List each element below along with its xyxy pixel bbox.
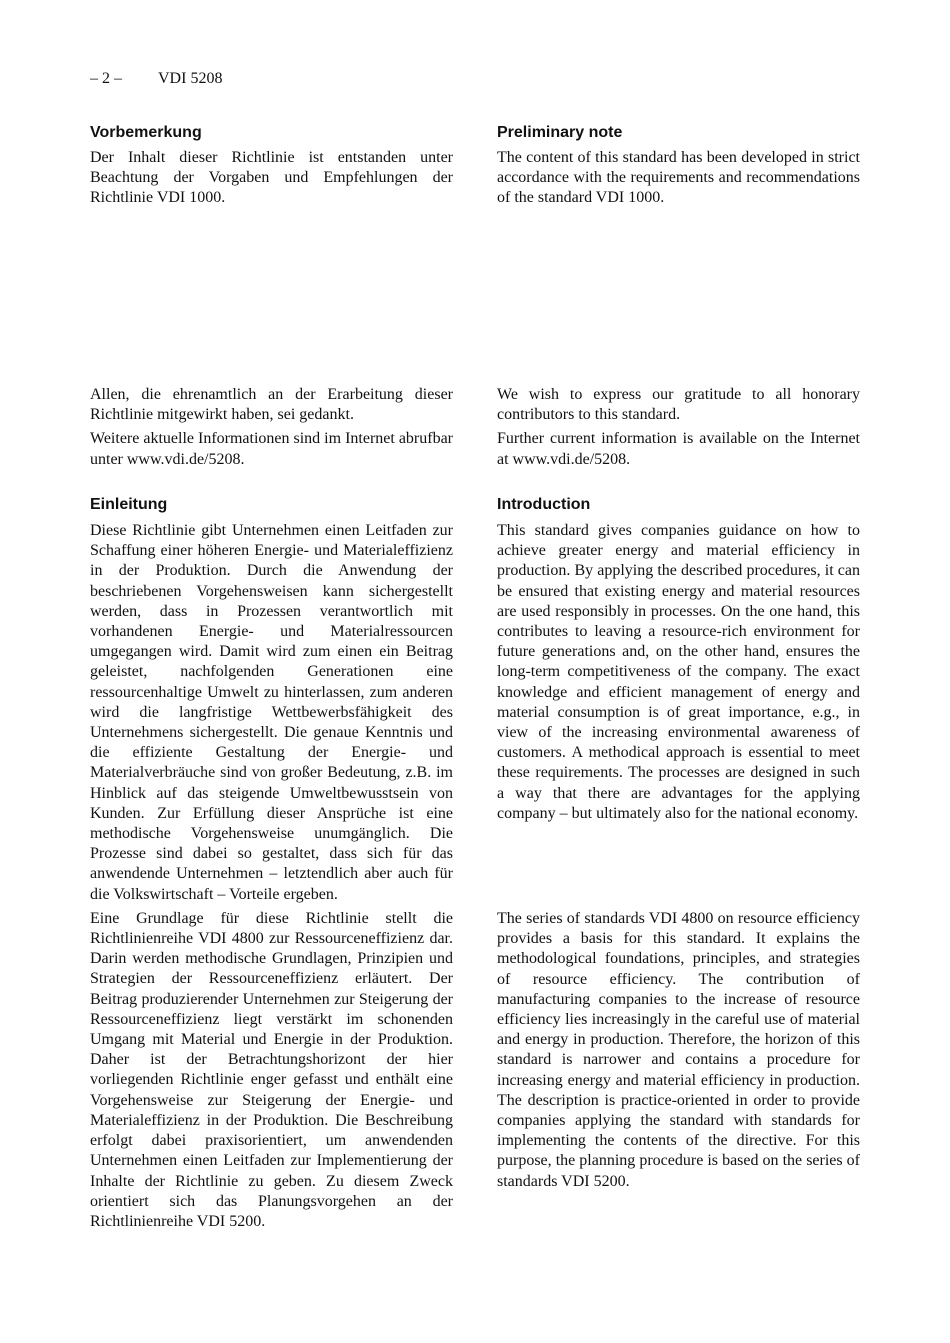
info-text-en: Further current information is available on the Internet at www.vdi.de/5208.	[497, 430, 860, 468]
introduction-paragraph-2: The series of standards VDI 4800 on resource efficiency provides a basis for this standard. It explains the methodological foundations, principles, and strategies of resource efficiency. The contribution of manufacturing companies to the increase of resource efficiency lies increasingly in the careful use of material and energy in production. Therefore, the horizon of this standard is narrower and contains a procedure for increasing energy and material efficiency in production. The description is practice-oriented in order to provide companies applying the standard with standards for implementing the contents of the directive. For this purpose, the planning procedure is based on the series of standards VDI 5200.	[497, 910, 860, 1190]
thanks-section-de	[90, 385, 453, 470]
introduction-heading: Introduction	[497, 496, 591, 513]
page-header	[90, 69, 222, 89]
thanks-text-en: We wish to express our gratitude to all honorary contributors to this standard.	[497, 386, 860, 424]
thanks-text-de: Allen, die ehrenamtlich an der Erarbeitung dieser Richtlinie mitgewirkt haben, sei gedankt.	[90, 386, 453, 424]
preliminary-heading: Preliminary note	[497, 124, 623, 141]
introduction-section	[497, 495, 860, 824]
page-number: – 2 –	[90, 70, 122, 87]
einleitung-paragraph-1: Diese Richtlinie gibt Unternehmen einen Leitfaden zur Schaffung einer höheren Energie- und Materialeffizienz in der Produktion. Durch die Anwendung der beschriebenen Vorgehensweisen kann sichergestellt werden, dass in Prozessen verantwortlich mit vorhandenen Energie- und Materialressourcen umgegangen wird. Damit wird zum einen ein Beitrag geleistet, nachfolgenden Generationen eine ressourcenhaltige Umwelt zu hinterlassen, zum anderen wird die langfristige Wettbewerbsfähigkeit des Unternehmens sichergestellt. Die genaue Kenntnis und die effiziente Gestaltung der Energie- und Materialverbräuche sind von großer Bedeutung, z.B. im Hinblick auf das steigende Umweltbewusstsein von Kunden. Zur Erfüllung dieser Ansprüche ist eine methodische Vorgehensweise unumgänglich. Die Prozesse sind dabei so gestaltet, dass sich für das anwendende Unternehmen – letztendlich aber auch für die Volkswirtschaft – Vorteile ergeben.	[90, 522, 453, 903]
einleitung-heading: Einleitung	[90, 496, 168, 513]
document-id: VDI 5208	[158, 70, 223, 87]
einleitung-paragraph-2: Eine Grundlage für diese Richtlinie stellt die Richtlinienreihe VDI 4800 zur Ressourceneffizienz dar. Darin werden methodische Grundlagen, Prinzipien und Strategien der Ressourceneffizienz erläutert. Der Beitrag produzierender Unternehmen zur Steigerung der Ressourceneffizienz liegt verstärkt im schonenden Umgang mit Material und Energie in der Produktion. Daher ist der Betrachtungshorizont der hier vorliegenden Richtlinie enger gefasst und enthält eine Vorgehensweise zur Steigerung der Energie- und Materialeffizienz in der Produktion. Die Beschreibung erfolgt dabei praxisorientiert, um anwendenden Unternehmen einen Leitfaden zur Implementierung der Inhalte der Richtlinie zu geben. Zu diesem Zweck orientiert sich das Planungsvorgehen an der Richtlinienreihe VDI 5200.	[90, 909, 453, 1230]
thanks-section-en	[497, 385, 860, 470]
preliminary-section	[497, 123, 860, 209]
vorbemerkung-text: Der Inhalt dieser Richtlinie ist entstanden unter Beachtung der Vorgaben und Empfehlungen der Richtlinie VDI 1000.	[90, 149, 453, 207]
einleitung-section	[90, 495, 453, 1232]
info-text-de: Weitere aktuelle Informationen sind im Internet abrufbar unter www.vdi.de/5208.	[90, 430, 454, 468]
introduction-section-2	[497, 909, 860, 1192]
vorbemerkung-heading: Vorbemerkung	[90, 124, 202, 141]
preliminary-text: The content of this standard has been developed in strict accordance with the requirements and recommendations of the standard VDI 1000.	[497, 149, 860, 207]
vorbemerkung-section	[90, 123, 453, 209]
introduction-paragraph-1: This standard gives companies guidance on how to achieve greater energy and material efficiency in production. By applying the described procedures, it can be ensured that existing energy and material resources are used responsibly in processes. On the one hand, this contributes to leaving a resource-rich environment for future generations and, on the other hand, ensures the long-term competitiveness of the company. The exact knowledge and efficient management of energy and material consumption is of great importance, e.g., in view of the increasing environmental awareness of customers. A methodical approach is essential to meet these requirements. The processes are designed in such a way that there are advantages for the applying company – but ultimately also for the national economy.	[497, 522, 860, 822]
